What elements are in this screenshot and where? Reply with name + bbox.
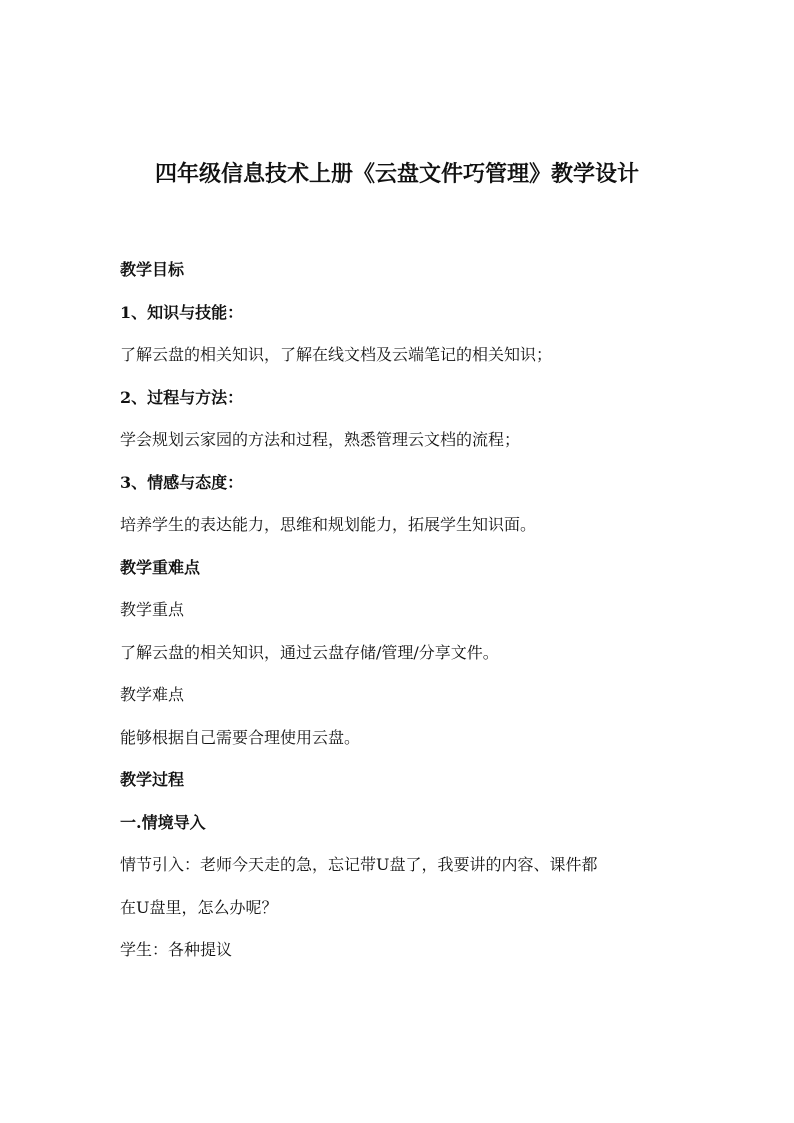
subheading-knowledge-skills: 1、知识与技能： (120, 303, 244, 322)
paragraph-student-suggestions: 学生：各种提议 (120, 940, 233, 959)
subheading-emotion-attitude: 3、情感与态度： (120, 473, 244, 492)
subheading-key-points: 教学重点 (120, 600, 185, 619)
paragraph-key-points: 了解云盘的相关知识，通过云盘存储/管理/分享文件。 (120, 643, 499, 662)
paragraph-difficult-points: 能够根据自己需要合理使用云盘。 (120, 728, 361, 747)
paragraph-emotion-attitude: 培养学生的表达能力，思维和规划能力，拓展学生知识面。 (120, 515, 537, 534)
paragraph-plot-intro-line1: 情节引入：老师今天走的急，忘记带U盘了，我要讲的内容、课件都 (120, 855, 598, 874)
subheading-difficult-points: 教学难点 (120, 685, 185, 704)
heading-teaching-goals: 教学目标 (120, 260, 185, 279)
subheading-scenario-intro: 一.情境导入 (120, 813, 206, 832)
paragraph-knowledge-skills: 了解云盘的相关知识，了解在线文档及云端笔记的相关知识； (120, 345, 553, 364)
heading-key-difficult-points: 教学重难点 (120, 558, 201, 577)
heading-teaching-process: 教学过程 (120, 770, 185, 789)
subheading-process-method: 2、过程与方法： (120, 388, 244, 407)
document-title: 四年级信息技术上册《云盘文件巧管理》教学设计 (154, 162, 639, 187)
paragraph-process-method: 学会规划云家园的方法和过程，熟悉管理云文档的流程； (120, 430, 521, 449)
paragraph-plot-intro-line2: 在U盘里，怎么办呢？ (120, 898, 278, 917)
